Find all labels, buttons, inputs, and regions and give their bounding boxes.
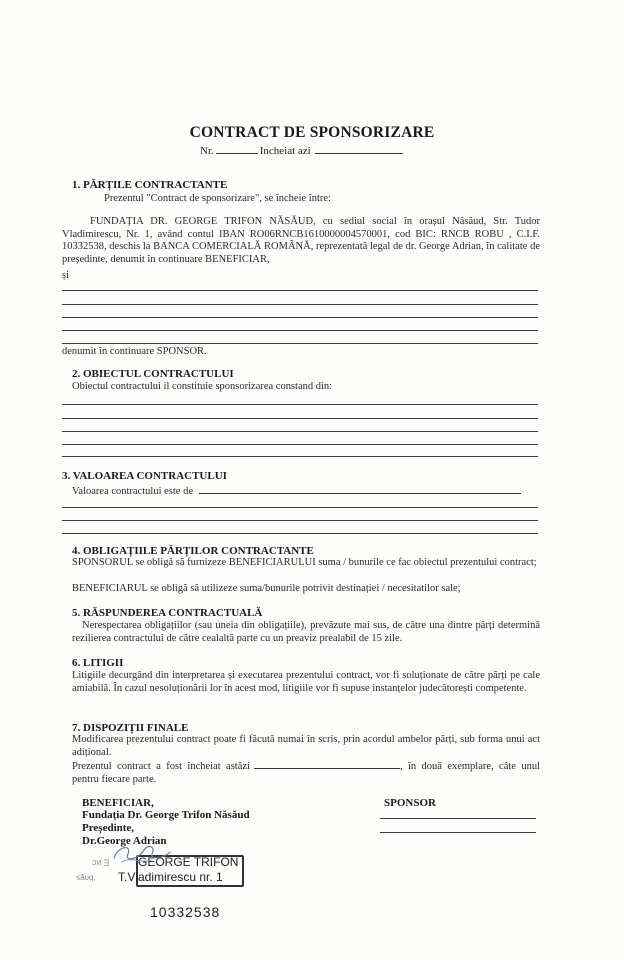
fill-line	[62, 404, 538, 405]
stamp-faded-1: ↄᴎ ᴟ	[92, 857, 110, 867]
fill-line	[62, 418, 538, 419]
stamp-code: 10332538	[150, 904, 221, 920]
section-1-after: denumit în continuare SPONSOR.	[62, 346, 207, 357]
contract-number-line	[200, 144, 403, 157]
sponsor-label: SPONSOR	[384, 797, 436, 809]
beneficiar-org: Fundația Dr. George Trifon Năsăud	[82, 809, 250, 821]
document-title: CONTRACT DE SPONSORIZARE	[189, 124, 435, 141]
fill-line	[62, 456, 538, 457]
section-1-si: și	[62, 270, 70, 281]
fill-line	[62, 343, 538, 344]
section-5-heading: 5. RĂSPUNDEREA CONTRACTUALĂ	[72, 607, 263, 619]
section-3-intro: Valoarea contractului este de	[72, 486, 193, 497]
stamp-line-1: GEORGE TRIFON	[138, 855, 239, 869]
section-7-p2-start: Prezentul contract a fost încheiat astăzi	[72, 761, 250, 772]
section-3-heading: 3. VALOAREA CONTRACTULUI	[62, 470, 227, 482]
section-7-p2	[72, 759, 540, 786]
beneficiar-role: Președinte,	[82, 822, 135, 834]
section-2-heading: 2. OBIECTUL CONTRACTULUI	[72, 368, 234, 380]
section-1-heading: 1. PĂRȚILE CONTRACTANTE	[72, 179, 228, 191]
section-2-intro: Obiectul contractului il constituie sponsorizarea constand din:	[72, 381, 333, 392]
section-3-intro-line	[72, 484, 521, 497]
sponsor-signature-line-2	[380, 832, 536, 833]
fill-line	[62, 330, 538, 331]
fill-line	[62, 507, 538, 508]
section-1-body: FUNDAȚIA DR. GEORGE TRIFON NĂSĂUD, cu sediul social în orașul Năsăud, Str. Tudor Vladimirescu, Nr. 1, având contul IBAN RO06RNCB1610000004570001, cod BIC: RNCB ROBU , C.I.F. 10332538, deschis la BANCA COMERCIALĂ ROMÂNĂ, reprezentată legal de dr. George Adrian, în calitate de președinte, denumit în continuare BENEFICIAR,	[62, 216, 540, 265]
fill-line	[62, 533, 538, 534]
fill-line	[62, 290, 538, 291]
nr-label: Nr.	[200, 145, 214, 157]
section-7-heading: 7. DISPOZIȚII FINALE	[72, 722, 189, 734]
nr-blank	[216, 144, 258, 154]
section-4-p1: SPONSORUL se obligă să furnizeze BENEFICIARULUI suma / bunurile ce fac obiectul prezentului contract;	[72, 557, 537, 568]
value-blank	[199, 484, 521, 494]
fill-line	[62, 304, 538, 305]
date-blank	[254, 759, 400, 769]
sponsor-signature-line	[380, 818, 536, 819]
section-7-p2-end: , în două exemplare, câte unul pentru fiecare parte.	[72, 761, 540, 785]
signature-scribble	[108, 842, 178, 866]
section-4-heading: 4. OBLIGAȚIILE PĂRȚILOR CONTRACTANTE	[72, 545, 314, 557]
section-5-body: Nerespectarea obligațiilor (sau uneia din obligațiile), prevăzute mai sus, de către una dintre părți determină rezilierea contractului de către cealaltă parte cu un preaviz prealabil de 15 zile.	[72, 620, 540, 644]
fill-line	[62, 431, 538, 432]
fill-line	[62, 520, 538, 521]
stamp-line-2: T.Vladimirescu nr. 1	[118, 870, 223, 884]
section-7-p1: Modificarea prezentului contract poate fi făcută numai în scris, prin acordul ambelor părți, sub forma unui act adițional.	[72, 734, 540, 758]
date-label: Incheiat azi	[259, 145, 311, 157]
section-4-p2: BENEFICIARUL se obligă să utilizeze suma/bunurile potrivit destinației / necesitatilor sale;	[72, 583, 461, 594]
section-6-heading: 6. LITIGII	[72, 657, 124, 669]
stamp-faded-2: ꜱăᴜq,	[76, 873, 96, 882]
section-6-body: Litigiile decurgând din interpretarea și executarea prezentului contract, vor fi soluționate de către părți pe cale amiabilă. În cazul nesoluționării lor în acest mod, litigiile vor fi supuse instanțelor judecătorești competente.	[72, 670, 540, 694]
section-1-intro: Prezentul "Contract de sponsorizare", se încheie între:	[104, 193, 331, 204]
fill-line	[62, 317, 538, 318]
beneficiar-label: BENEFICIAR,	[82, 797, 154, 809]
date-blank	[315, 144, 403, 154]
fill-line	[62, 444, 538, 445]
beneficiar-name: Dr.George Adrian	[82, 835, 167, 847]
